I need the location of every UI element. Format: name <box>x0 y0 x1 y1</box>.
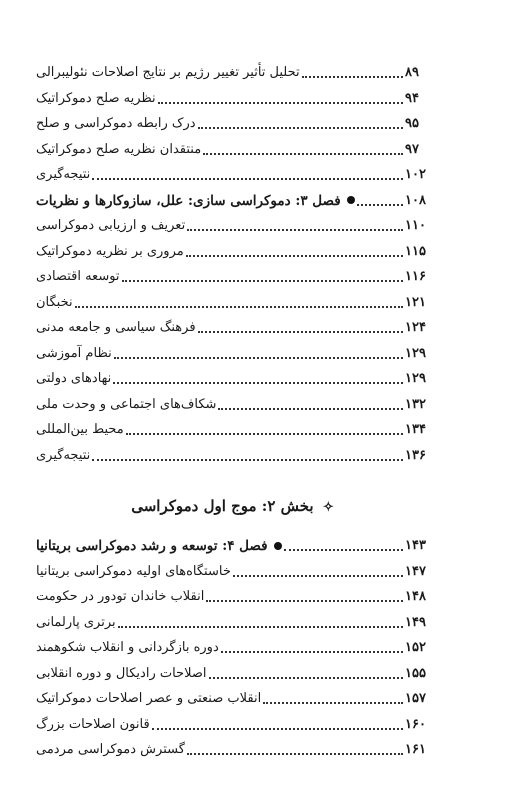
toc-page-number: ۱۲۹ <box>405 345 426 361</box>
toc-page-number: ۱۲۴ <box>405 320 426 335</box>
toc-entry-title: تعریف و ارزیابی دموکراسی <box>36 218 186 233</box>
toc-row <box>34 215 431 237</box>
toc-row <box>34 62 431 84</box>
toc-page-number: ۱۴۹ <box>405 614 426 630</box>
toc-entry-title: نتیجه‌گیری <box>36 447 91 463</box>
toc-row <box>34 445 431 467</box>
dot-leader <box>122 280 403 282</box>
toc-page-number: ۱۰۸ <box>405 192 426 208</box>
toc-entry-title: نتیجه‌گیری <box>36 167 91 182</box>
toc-page-number: ۱۶۰ <box>405 716 426 732</box>
toc-row <box>34 637 431 659</box>
toc-entry-title: نخبگان <box>36 294 73 310</box>
chapter-bullet-icon <box>347 196 355 204</box>
toc-entry-title: اصلاحات رادیکال و دوره انقلابی <box>36 665 207 681</box>
toc-page-number: ۱۶۱ <box>405 742 426 757</box>
dot-leader <box>92 459 403 461</box>
toc-entry-title: تحلیل تأثیر تغییر رژیم بر نتایج اصلاحات نئولیبرالی <box>36 65 300 80</box>
toc-row <box>34 317 431 339</box>
dot-leader <box>186 255 403 257</box>
dot-leader <box>302 76 403 78</box>
toc-row <box>34 266 431 288</box>
toc-row <box>34 663 431 685</box>
chapter-bullet-icon <box>274 542 282 550</box>
dot-leader <box>206 600 403 602</box>
toc-row <box>34 739 431 761</box>
toc-entry-title: فرهنگ سیاسی و جامعه مدنی <box>36 320 196 335</box>
toc-entry-title: شکاف‌های اجتماعی و وحدت ملی <box>36 396 217 412</box>
toc-entry-title: مروری بر نظریه دموکراتیک <box>36 243 184 259</box>
toc-page-number: ۹۴ <box>405 90 419 106</box>
toc-row <box>34 612 431 634</box>
toc-row <box>34 394 431 416</box>
toc-row <box>34 164 431 186</box>
dot-leader <box>284 549 403 551</box>
dot-leader <box>118 626 403 628</box>
part-diamond-icon: ✧ <box>322 500 334 515</box>
dot-leader <box>114 357 403 359</box>
toc-page-number: ۱۱۶ <box>405 269 426 284</box>
toc-page-number: ۱۲۹ <box>405 371 426 386</box>
toc-row <box>34 139 431 161</box>
toc-chapter-row <box>34 190 431 212</box>
toc-row <box>34 561 431 583</box>
toc-entry-title: خاستگاه‌های اولیه دموکراسی بریتانیا <box>36 563 231 579</box>
toc-page-number: ۱۲۱ <box>405 294 426 310</box>
toc-page-number: ۹۷ <box>405 141 419 157</box>
toc-row <box>34 688 431 710</box>
toc-row <box>34 586 431 608</box>
dot-leader <box>221 651 403 653</box>
toc-page-number: ۱۴۸ <box>405 589 426 604</box>
toc-page-number: ۱۵۷ <box>405 691 426 706</box>
dot-leader <box>198 331 403 333</box>
dot-leader <box>357 204 403 206</box>
dot-leader <box>126 433 403 435</box>
toc-entry-title: محیط بین‌المللی <box>36 422 124 437</box>
toc-page-number: ۱۴۷ <box>405 563 426 579</box>
toc-entry-title: انقلاب صنعتی و عصر اصلاحات دموکراتیک <box>36 691 262 706</box>
toc-page-number: ۹۵ <box>405 116 419 131</box>
toc-entry-title: درک رابطه دموکراسی و صلح <box>36 116 196 131</box>
part-heading <box>34 491 431 521</box>
toc-page-number: ۱۳۴ <box>405 422 426 437</box>
dot-leader <box>209 677 403 679</box>
dot-leader <box>158 102 403 104</box>
part-title: بخش ۲: موج اول دموکراسی <box>131 497 314 515</box>
dot-leader <box>75 306 403 308</box>
toc-page-number: ۸۹ <box>405 65 419 80</box>
toc-entry-title: گسترش دموکراسی مردمی <box>36 742 185 757</box>
dot-leader <box>187 229 403 231</box>
toc-entry-title: فصل ۳: دموکراسی سازی: علل، سازوکارها و نظریات <box>36 192 341 209</box>
toc-entry-title: قانون اصلاحات بزرگ <box>36 716 150 732</box>
toc-entry-title: نظریه صلح دموکراتیک <box>36 90 156 106</box>
toc-page-number: ۱۰۲ <box>405 167 426 182</box>
toc-row <box>34 88 431 110</box>
dot-leader <box>198 127 403 129</box>
toc-page-number: ۱۳۶ <box>405 447 426 463</box>
toc-entry-title: توسعه اقتصادی <box>36 269 120 284</box>
toc-row <box>34 113 431 135</box>
dot-leader <box>152 728 403 730</box>
toc-page-number: ۱۵۵ <box>405 665 426 681</box>
toc-entry-title: منتقدان نظریه صلح دموکراتیک <box>36 141 202 157</box>
toc-row <box>34 714 431 736</box>
dot-leader <box>218 408 403 410</box>
dot-leader <box>203 153 403 155</box>
toc-page-number: ۱۱۵ <box>405 243 426 259</box>
dot-leader <box>233 575 403 577</box>
toc-page-number: ۱۱۰ <box>405 218 426 233</box>
toc-page-number: ۱۴۳ <box>405 538 426 553</box>
toc-page-number: ۱۵۲ <box>405 640 426 655</box>
dot-leader <box>263 702 403 704</box>
toc-chapter-row <box>34 535 431 557</box>
dot-leader <box>113 382 403 384</box>
toc-row <box>34 419 431 441</box>
dot-leader <box>92 178 403 180</box>
toc-page-number: ۱۳۲ <box>405 396 426 412</box>
toc-entry-title: فصل ۴: توسعه و رشد دموکراسی بریتانیا <box>36 538 268 554</box>
toc-row <box>34 292 431 314</box>
toc-entry-title: برتری پارلمانی <box>36 614 116 630</box>
toc-entry-title: دوره بازگردانی و انقلاب شکوهمند <box>36 640 219 655</box>
toc-row <box>34 241 431 263</box>
dot-leader <box>187 753 403 755</box>
toc-row <box>34 343 431 365</box>
toc-entry-title: نهادهای دولتی <box>36 371 112 386</box>
toc-row <box>34 368 431 390</box>
toc-entry-title: انقلاب خاندان تودور در حکومت <box>36 589 205 604</box>
toc-entry-title: نظام آموزشی <box>36 345 112 361</box>
